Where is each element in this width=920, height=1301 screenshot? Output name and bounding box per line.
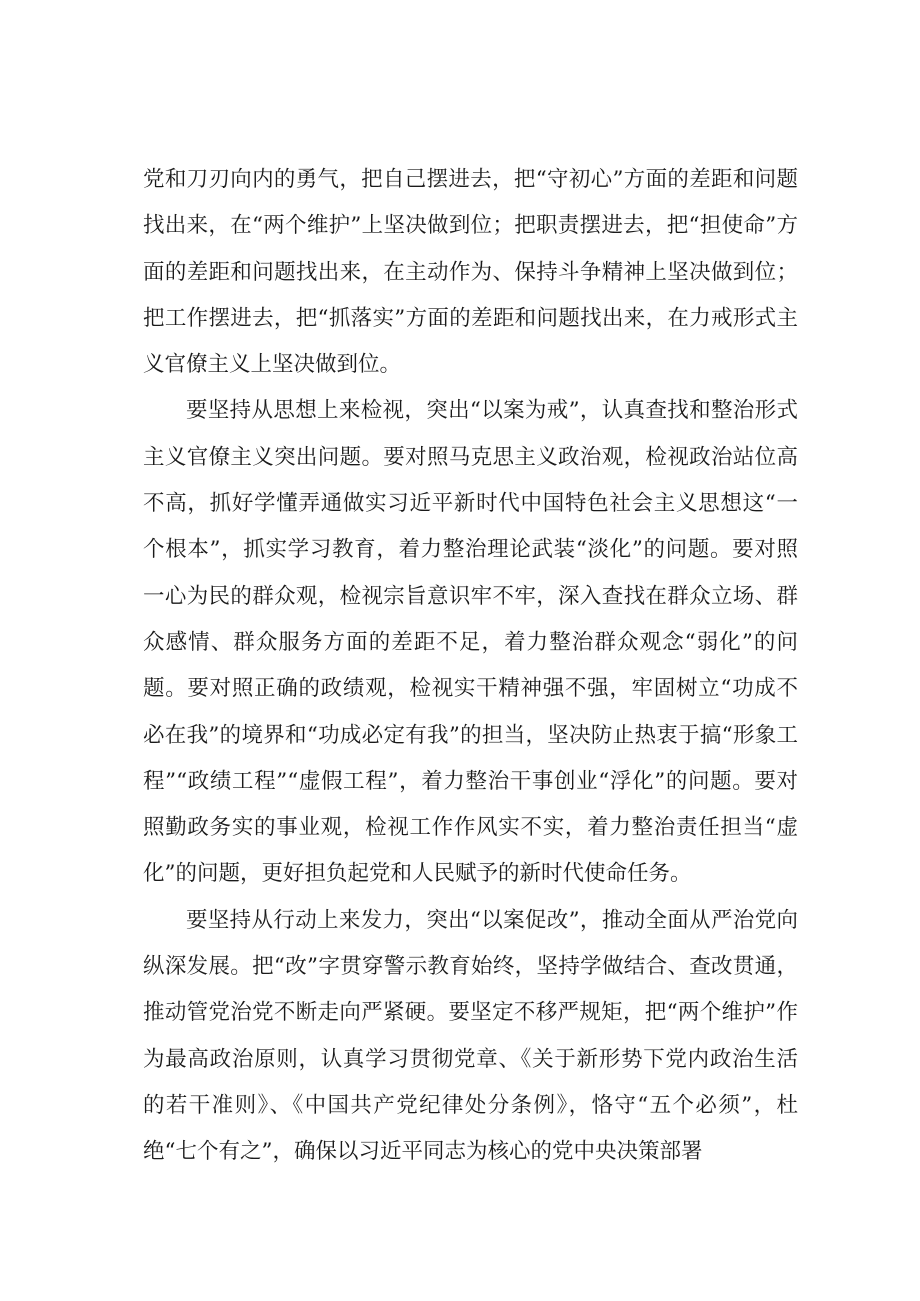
paragraph-continuation: 党和刀刃向内的勇气，把自己摆进去，把“守初心”方面的差距和问题找出来，在“两个维护”上坚决做到位；把职责摆进去，把“担使命”方面的差距和问题找出来，在主动作为、保持斗争精神上坚决做到位；把工作摆进去，把“抓落实”方面的差距和问题找出来，在力戒形式主义官僚主义上坚决做到位。 [143,167,798,378]
document-body [143,157,798,1176]
paragraph-thought-inspection: 要坚持从思想上来检视，突出“以案为戒”，认真查找和整治形式主义官僚主义突出问题。要对照马克思主义政治观，检视政治站位高不高，抓好学懂弄通做实习近平新时代中国特色社会主义思想这“一个根本”，抓实学习教育，着力整治理论武装“淡化”的问题。要对照一心为民的群众观，检视宗旨意识牢不牢，深入查找在群众立场、群众感情、群众服务方面的差距不足，着力整治群众观念“弱化”的问题。要对照正确的政绩观，检视实干精神强不强，牢固树立“功成不必在我”的境界和“功成必定有我”的担当，坚决防止热衷于搞“形象工程”“政绩工程”“虚假工程”，着力整治干事创业“浮化”的问题。要对照勤政务实的事业观，检视工作作风实不实，着力整治责任担当“虚化”的问题，更好担负起党和人民赋予的新时代使命任务。 [143,398,798,887]
paragraph-action-effort: 要坚持从行动上来发力，突出“以案促改”，推动全面从严治党向纵深发展。把“改”字贯穿警示教育始终，坚持学做结合、查改贯通，推动管党治党不断走向严紧硬。要坚定不移严规矩，把“两个维护”作为最高政治原则，认真学习贯彻党章、《关于新形势下党内政治生活的若干准则》、《中国共产党纪律处分条例》，恪守“五个必须”，杜绝“七个有之”，确保以习近平同志为核心的党中央决策部署 [143,907,798,1165]
